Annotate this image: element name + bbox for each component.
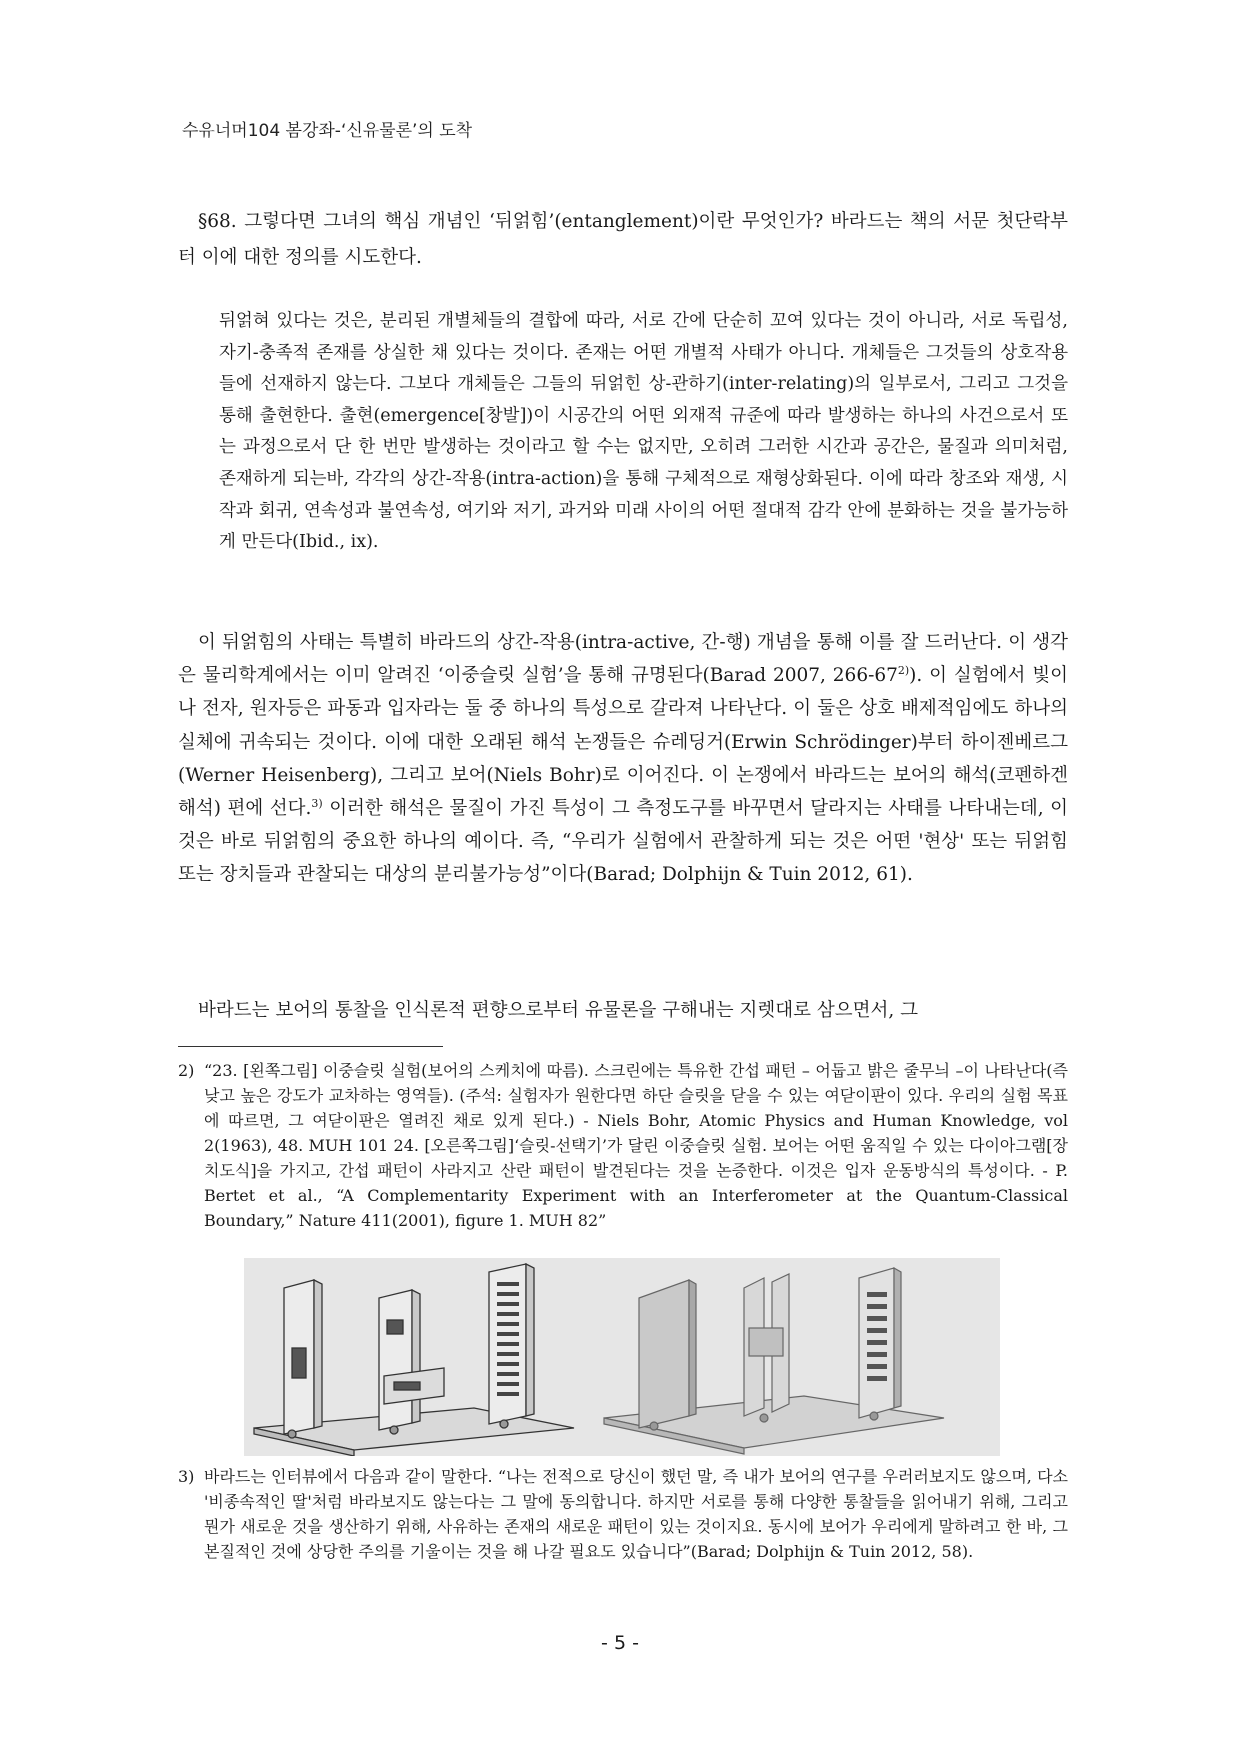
paragraph-text: 이러한 해석은 물질이 가진 특성이 그 측정도구를 바꾸면서 달라지는 사태를 나타내는데, 이것은 바로 뒤얽힘의 중요한 하나의 예이다. 즉, “우리가 실험에서 관찰하게 되는 것은 어떤 '현상' 또는 뒤얽힘 또는 장치들과 관찰되는 대상의 분리불가능성”이다(Barad; Dolphijn & Tuin 2012, 61).: [178, 798, 1068, 886]
paragraph-68: §68. 그렇다면 그녀의 핵심 개념인 ‘뒤얽힘’(entanglement)이란 무엇인가? 바라드는 책의 서문 첫단락부터 이에 대한 정의를 시도한다.: [178, 211, 1068, 268]
paragraph-bohr: 바라드는 보어의 통찰을 인식론적 편향으로부터 유물론을 구해내는 지렛대로 삼으면서, 그: [198, 1000, 919, 1021]
double-slit-illustration: [244, 1258, 1000, 1456]
page-number: - 5 -: [601, 1632, 639, 1654]
footnote-ref-2[interactable]: 2): [897, 664, 910, 678]
block-quote: 뒤얽혀 있다는 것은, 분리된 개별체들의 결합에 따라, 서로 간에 단순히 꼬여 있다는 것이 아니라, 서로 독립성, 자기-충족적 존재를 상실한 채 있다는 것이다. 존재는 어떤 개별적 사태가 아니다. 개체들은 그것들의 상호작용들에 선재하지 않는다. 그보다 개체들은 그들의 뒤얽힌 상-관하기(inter-relating)의 일부로서, 그리고 그것을 통해 출현한다. 출현(emergence[창발])이 시공간의 어떤 외재적 규준에 따라 발생하는 하나의 사건으로서 또는 과정으로서 단 한 번만 발생하는 것이라고 할 수는 없지만, 오히려 그러한 시간과 공간은, 물질과 의미처럼, 존재하게 되는바, 각각의 상간-작용(intra-action)을 통해 구체적으로 재형상화된다. 이에 따라 창조와 재생, 시작과 회귀, 연속성과 불연속성, 여기와 저기, 과거와 미래 사이의 어떤 절대적 감각 안에 분화하는 것을 불가능하게 만든다(Ibid., ix).: [219, 311, 1068, 553]
footnote-separator: [178, 1046, 443, 1047]
paragraph-text: 이 뒤얽힘의 사태는 특별히 바라드의 상간-작용(intra-active, 간-행) 개념을 통해 이를 잘 드러난다. 이 생각은 물리학계에서는 이미 알려진 ‘이중슬릿 실험’을 통해 규명된다(Barad 2007, 266-67: [178, 632, 1068, 687]
running-header: 수유너머104 봄강좌-‘신유물론’의 도착: [182, 121, 473, 141]
bertet-sketch: [604, 1268, 944, 1454]
footnote-text: “23. [왼쪽그림] 이중슬릿 실험(보어의 스케치에 따름). 스크린에는 특유한 간섭 패턴 – 어둡고 밝은 줄무늬 –이 나타난다(즉 낮고 높은 강도가 교차하는 영역들). (주석: 실험자가 원한다면 하단 슬릿을 닫을 수 있는 여닫이판이 있다. 우리의 실험 목표에 따르면, 그 여닫이판은 열려진 채로 있게 된다.) - Niels Bohr, Atomic Physics and Human Knowledge, vol 2(1963), 48. MUH 101 24. [오른쪽그림]‘슬릿-선택기’가 달린 이중슬릿 실험. 보어는 어떤 움직일 수 있는 다이아그램[장치도식]을 가지고, 간섭 패턴이 사라지고 산란 패턴이 발견된다는 것을 논증한다. 이것은 입자 운동방식의 특성이다. - P. Bertet et al., “A Complementarity Experiment with an Interferometer at the Quantum-Classical Boundary,” Nature 411(2001), figure 1. MUH 82”: [204, 1061, 1068, 1230]
paragraph-entanglement: [178, 626, 1068, 892]
double-slit-figure: [244, 1258, 1000, 1456]
footnote-number: 3): [178, 1467, 195, 1486]
footnote-ref-3[interactable]: 3): [311, 796, 323, 810]
footnote-text: 바라드는 인터뷰에서 다음과 같이 말한다. “나는 전적으로 당신이 했던 말, 즉 내가 보어의 연구를 우러러보지도 않으며, 다소 '비종속적인 딸'처럼 바라보지도 않는다는 그 말에 동의합니다. 하지만 서로를 통해 다양한 통찰들을 읽어내기 위해, 그리고 뭔가 새로운 것을 생산하기 위해, 사유하는 존재의 새로운 패턴이 있는 것이지요. 동시에 보어가 우리에게 말하려고 한 바, 그 본질적인 것에 상당한 주의를 기울이는 것을 해 나갈 필요도 있습니다”(Barad; Dolphijn & Tuin 2012, 58).: [204, 1467, 1068, 1561]
footnote-2: [178, 1058, 1068, 1233]
footnote-number: 2): [178, 1061, 195, 1080]
bohr-sketch: [254, 1264, 574, 1456]
paragraph-text: ). 이 실험에서 빛이나 전자, 원자등은 파동과 입자라는 둘 중 하나의 특성으로 갈라져 나타난다. 이 둘은 상호 배제적임에도 하나의 실체에 귀속되는 것이다. 이에 대한 오래된 해석 논쟁들은 슈레딩거(Erwin Schrödinger)부터 하이젠베르그(Werner Heisenberg), 그리고 보어(Niels Bohr)로 이어진다. 이 논쟁에서 바라드는 보어의 해석(코펜하겐 해석) 편에 선다.: [178, 665, 1068, 820]
footnote-3: [178, 1464, 1068, 1564]
